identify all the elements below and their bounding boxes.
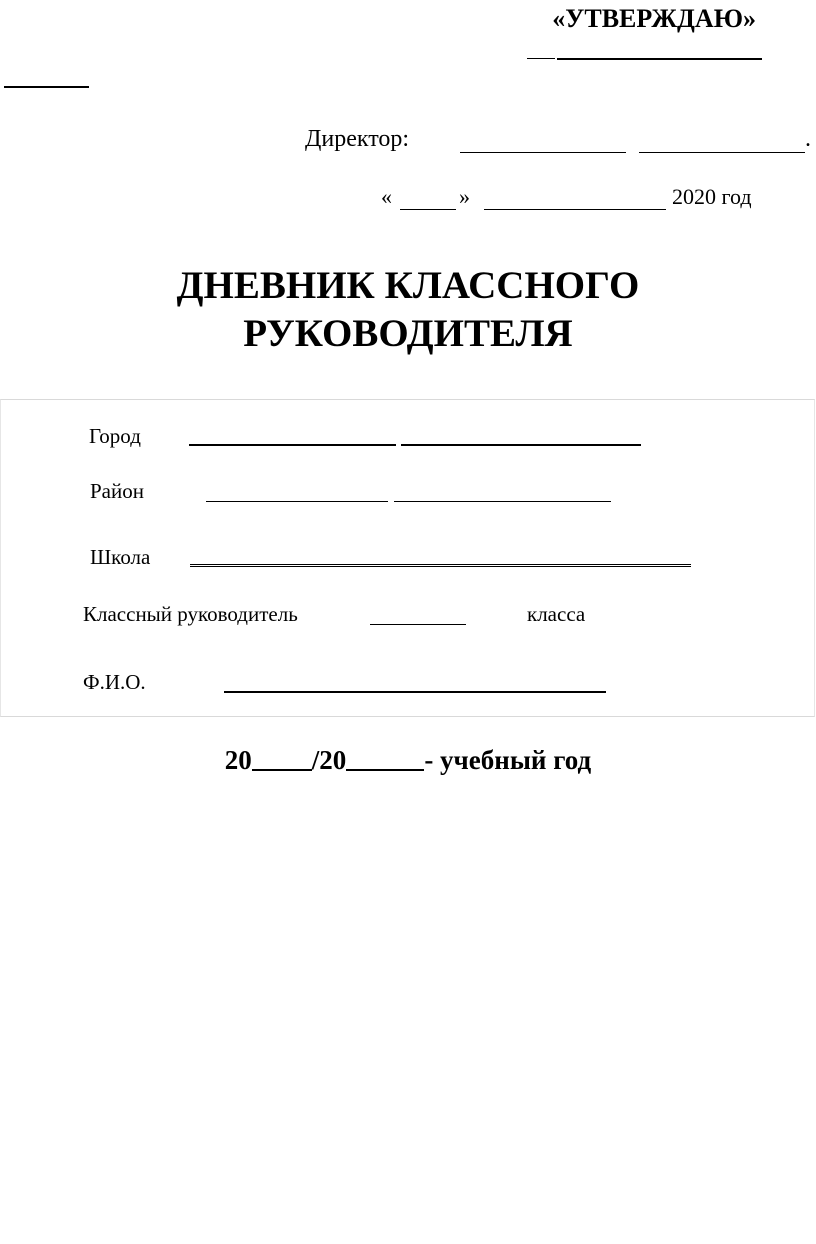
city-field-line-2[interactable] [401,444,641,446]
year-prefix-2: /20 [311,745,347,775]
left-margin-line [4,86,89,88]
approval-date [381,184,752,210]
class-number-line[interactable] [370,624,466,625]
approve-heading: «УТВЕРЖДАЮ» [552,4,756,33]
document-title [0,262,816,358]
title-line-1: ДНЕВНИК КЛАССНОГО [176,264,640,307]
date-year: 2020 год [672,184,752,209]
district-field-line-1[interactable] [206,501,388,502]
fio-label: Ф.И.О. [83,670,146,694]
date-day-line [400,209,456,210]
director-signature-line [460,152,626,153]
year-suffix: - учебный год [424,745,592,775]
city-field-line-1[interactable] [189,444,396,446]
date-open-quote: « [381,184,392,209]
director-name-line [639,152,805,153]
year-start-blank[interactable] [252,769,312,771]
approve-signature-line [557,58,762,60]
date-month-line [484,209,666,210]
class-teacher-label: Классный руководитель [83,602,298,626]
city-label: Город [89,424,141,448]
details-form [0,399,815,717]
district-field-line-2[interactable] [394,501,611,502]
approve-signature-line-short [527,58,555,59]
year-prefix-1: 20 [224,745,252,775]
director-end-punct: . [805,126,811,152]
school-label: Школа [90,545,151,569]
date-close-quote: » [459,184,470,209]
school-field-line[interactable] [190,564,691,567]
class-suffix-label: класса [527,602,586,626]
director-label: Директор: [305,126,410,152]
fio-field-line[interactable] [224,691,606,693]
year-end-blank[interactable] [346,769,424,771]
district-label: Район [90,479,144,503]
school-year [0,745,816,776]
title-line-2: РУКОВОДИТЕЛЯ [243,312,573,355]
